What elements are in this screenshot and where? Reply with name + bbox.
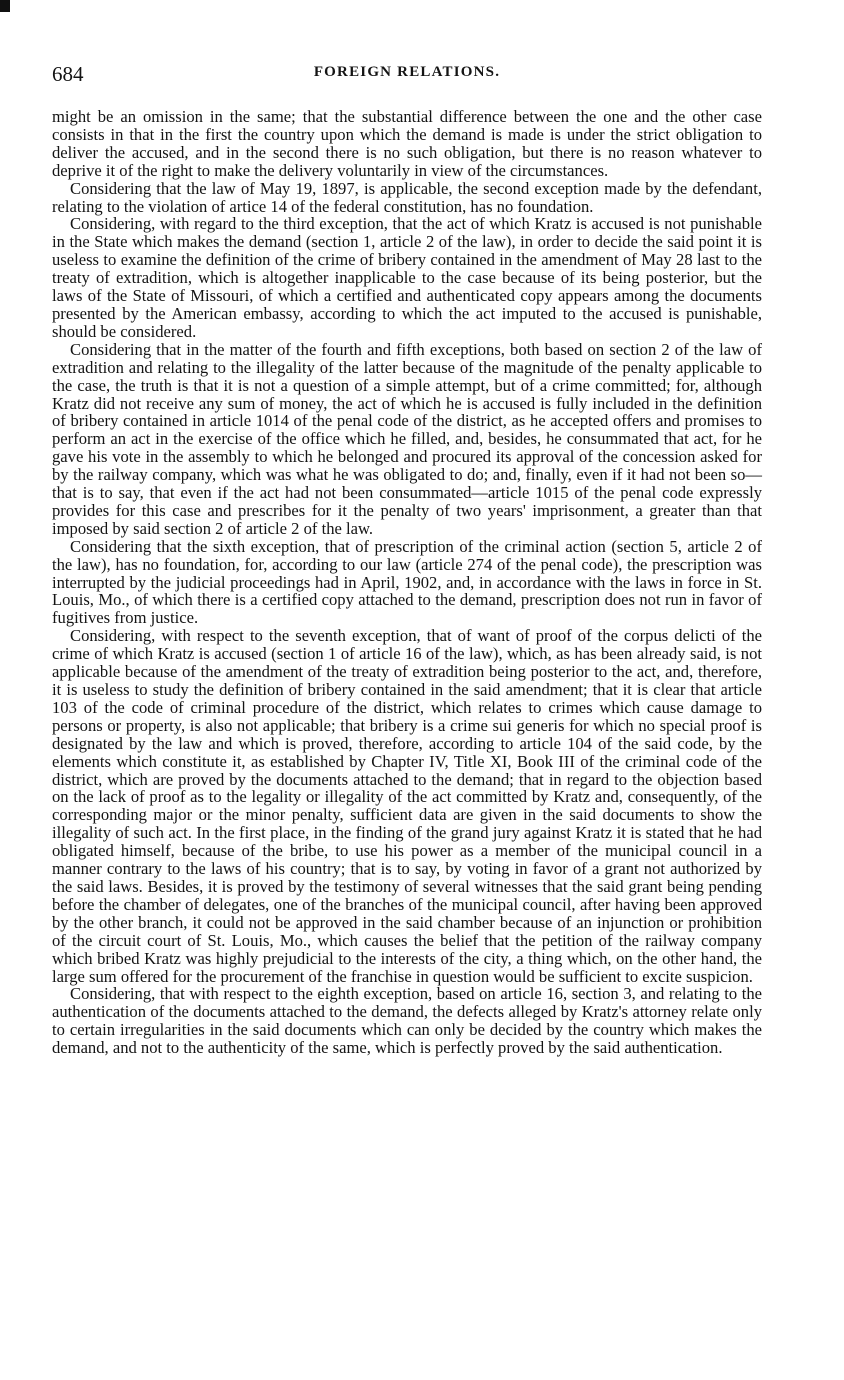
- paragraph-eighth-exception: Considering, that with respect to the eighth exception, based on article 16, section 3, and relating to the authentication of the documents attached to the demand, the defects alleged by Kratz's attorney relate only to certain irregularities in the said documents which can only be decided by the country which makes the demand, and not to the authenticity of the same, which is perfectly proved by the said authentication.: [52, 984, 762, 1058]
- page-number: 684: [52, 62, 84, 86]
- paragraph-second-exception: Considering that the law of May 19, 1897, is applicable, the second exception made by the defendant, relating to the violation of artice 14 of the federal constitution, has no foundation.: [52, 178, 762, 216]
- paragraph-fourth-fifth-exceptions: Considering that in the matter of the fourth and fifth exceptions, both based on section 2 of the law of extradition and relating to the illegality of the latter because of the magnitude of the penalty applicable to the case, the truth is that it is not a question of a simple attempt, but of a crime committed; for, although Kratz did not receive any sum of money, the act of which he is accused is fully included in the definition of bribery contained in article 1014 of the penal code of the district, as he accepted offers and promises to perform an act in the exercise of the office which he filled, and, besides, he consummated that act, for he gave his vote in the assembly to which he belonged and procured its approval of the concession asked for by the railway company, which was what he was obligated to do; and, finally, even if it had not been so—that is to say, that even if the act had not been consummated—article 1015 of the penal code expressly provides for this case and prescribes for it the penalty of two years' imprisonment, a greater than that imposed by said section 2 of article 2 of the law.: [52, 339, 762, 538]
- running-title: FOREIGN RELATIONS.: [313, 64, 501, 80]
- paragraph-continued: might be an omission in the same; that the substantial difference between the one and the other case consists in that in the first the country upon which the demand is made is under the strict obligation to deliver the accused, and in the second there is no such obligation, but there is no reason whatever to deprive it of the right to make the delivery voluntarily in view of the circumstances.: [52, 107, 762, 180]
- page-body: [52, 108, 762, 1057]
- scan-corner-mark: [0, 0, 10, 12]
- paragraph-seventh-exception: Considering, with respect to the seventh exception, that of want of proof of the corpus delicti of the crime of which Kratz is accused (section 1 of article 16 of the law), which, as has been already said, is not applicable because of the amendment of the treaty of extradition being posterior to the act, and, therefore, it is useless to study the definition of bribery contained in the said amendment; that it is clear that article 103 of the code of criminal procedure of the district, which relates to crimes which cause damage to persons or property, is also not applicable; that bribery is a crime sui generis for which no special proof is designated by the law and which is proved, therefore, according to article 104 of the said code, by the elements which constitute it, as established by Chapter IV, Title XI, Book III of the criminal code of the district, which are proved by the documents attached to the demand; that in regard to the objection based on the lack of proof as to the legality or illegality of the act committed by Kratz and, consequently, of the corresponding major or the minor penalty, sufficient data are given in the said documents to show the illegality of such act. In the first place, in the finding of the grand jury against Kratz it is stated that he had obligated himself, because of the bribe, to use his power as a member of the municipal council in a manner contrary to the laws of his country; that is to say, by voting in favor of a grant not authorized by the said laws. Besides, it is proved by the testimony of several witnesses that the said grant being pending before the chamber of delegates, one of the branches of the municipal council, after having been approved by the other branch, it could not be approved in the said chamber because of an injunction or prohibition of the circuit court of St. Louis, Mo., which causes the belief that the petition of the railway company which bribed Kratz was highly prejudicial to the interests of the city, a thing which, on the other hand, the large sum offered for the procurement of the franchise in question would be sufficient to excite suspicion.: [52, 626, 762, 986]
- paragraph-third-exception: Considering, with regard to the third exception, that the act of which Kratz is accused is not punishable in the State which makes the demand (section 1, article 2 of the law), in order to decide the said point it is useless to examine the definition of the crime of bribery contained in the amendment of May 28 last to the treaty of extradition, which is altogether inapplicable to the case because of its being posterior, but the laws of the State of Missouri, of which a certified and authenticated copy appears among the documents presented by the American embassy, according to which the act imputed to the accused is punishable, should be considered.: [52, 214, 762, 341]
- page-header: [52, 62, 762, 86]
- paragraph-sixth-exception: Considering that the sixth exception, that of prescription of the criminal action (section 5, article 2 of the law), has no foundation, for, according to our law (article 274 of the penal code), the prescription was interrupted by the judicial proceedings had in April, 1902, and, in accordance with the laws in force in St. Louis, Mo., of which there is a certified copy attached to the demand, prescription does not run in favor of fugitives from justice.: [52, 536, 762, 628]
